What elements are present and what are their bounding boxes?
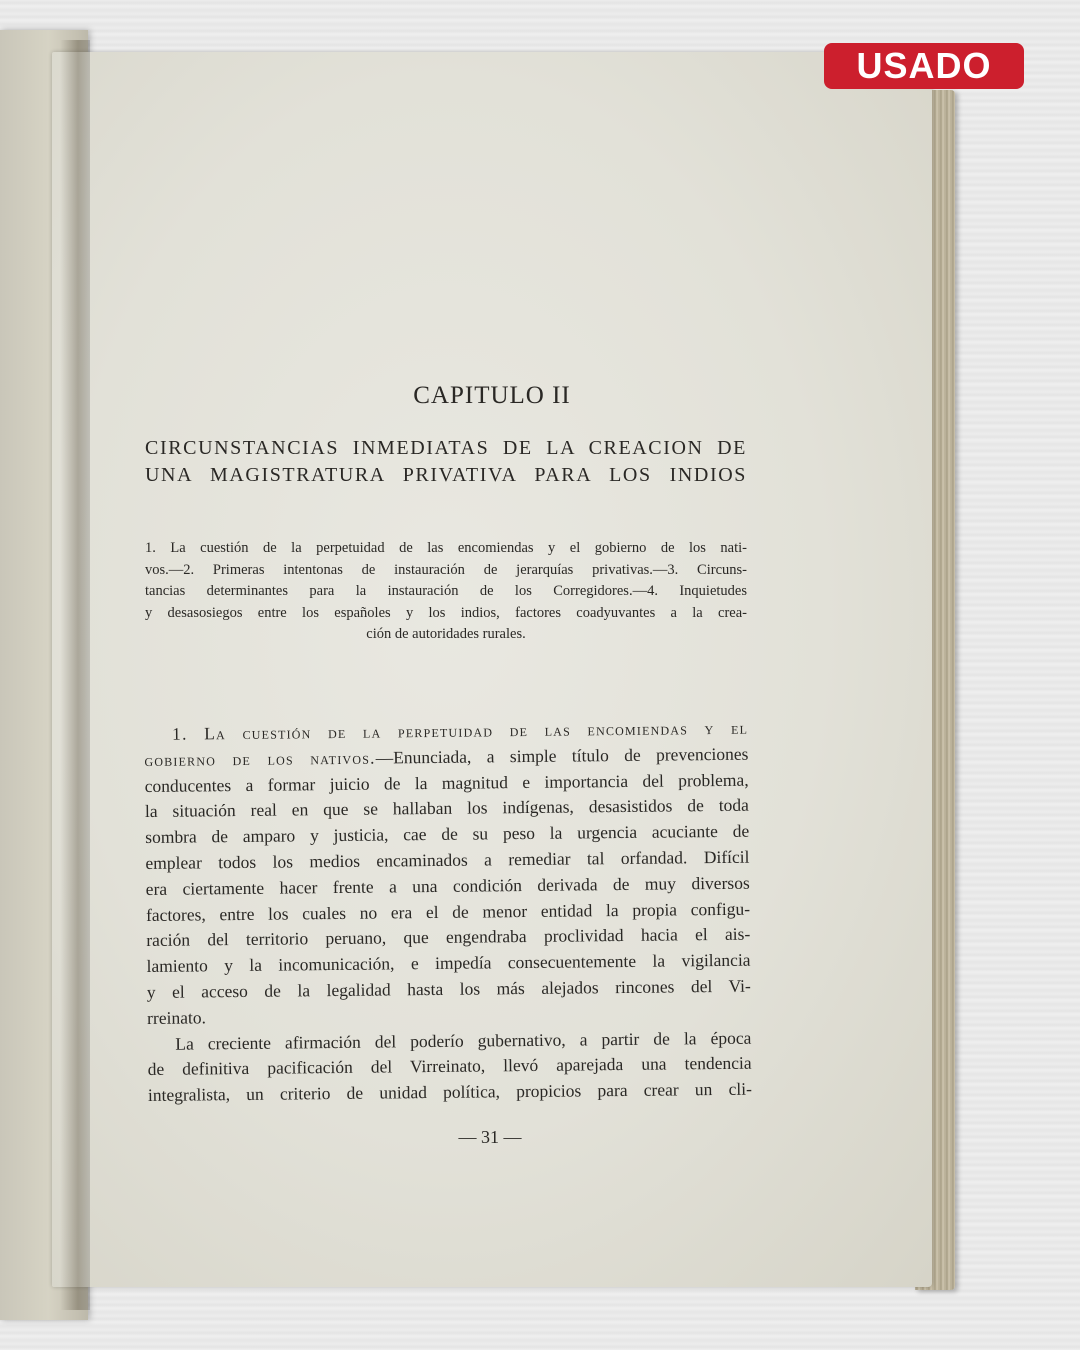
body-line: ración del territorio peruano, que engendraba proclividad hacia el ais- bbox=[146, 924, 751, 951]
chapter-summary bbox=[145, 538, 747, 646]
summary-line: ción de autoridades rurales. bbox=[366, 626, 526, 642]
body-line: rreinato. bbox=[146, 1007, 206, 1028]
summary-line: 1. La cuestión de la perpetuidad de las encomiendas y el gobierno de los nati- bbox=[145, 540, 747, 556]
body-line: era ciertamente hacer frente a una condición derivada de muy diversos bbox=[145, 872, 750, 899]
body-line: la situación real en que se hallaban los indígenas, desasistidos de toda bbox=[144, 795, 750, 822]
body-line: integralista, un criterio de unidad política, propicios para crear un cli- bbox=[147, 1078, 752, 1106]
body-text bbox=[144, 716, 752, 1109]
book-gutter-shadow bbox=[60, 40, 90, 1310]
body-line: factores, entre los cuales no era el de menor entidad la propia configu- bbox=[145, 898, 751, 925]
summary-line: tancias determinantes para la instauración de los Corregidores.—4. Inquietudes bbox=[145, 583, 747, 599]
chapter-subtitle-line: CIRCUNSTANCIAS INMEDIATAS DE LA CREACION DE bbox=[145, 437, 747, 459]
book-page bbox=[52, 52, 932, 1287]
used-badge: USADO bbox=[824, 43, 1024, 89]
page-number: — 31 — bbox=[458, 1127, 522, 1147]
chapter-subtitle bbox=[145, 435, 747, 489]
chapter-title: CAPITULO II bbox=[413, 382, 571, 409]
section-heading: 1. La cuestión de la perpetuidad de las encomiendas y el bbox=[172, 717, 749, 744]
summary-line: y desasosiegos entre los españoles y los indios, factores coadyuvantes a la crea- bbox=[145, 604, 747, 621]
body-line: emplear todos los medios encaminados a remediar tal orfandad. Difícil bbox=[145, 846, 750, 873]
body-line: lamiento y la incomunicación, e impedía consecuentemente la vigilancia bbox=[146, 949, 751, 977]
summary-line: vos.—2. Primeras intentonas de instauración de jerarquías privativas.—3. Circuns- bbox=[145, 561, 747, 578]
section-heading-caps: gobierno de los nativos. bbox=[144, 747, 376, 770]
chapter-subtitle-line: UNA MAGISTRATURA PRIVATIVA PARA LOS INDIOS bbox=[145, 464, 747, 486]
body-line: La creciente afirmación del poderío gubernativo, a partir de la época bbox=[175, 1027, 752, 1054]
body-line: sombra de amparo y justicia, cae de su peso la urgencia acuciante de bbox=[145, 820, 750, 848]
body-line: y el acceso de la legalidad hasta los más alejados rincones del Vi- bbox=[146, 975, 751, 1002]
body-line: de definitiva pacificación del Virreinato, llevó aparejada una tendencia bbox=[147, 1053, 752, 1080]
body-line: conducentes a formar juicio de la magnitud e importancia del problema, bbox=[144, 769, 749, 796]
section-heading-rest: —Enunciada, a simple título de prevenciones bbox=[375, 743, 749, 768]
